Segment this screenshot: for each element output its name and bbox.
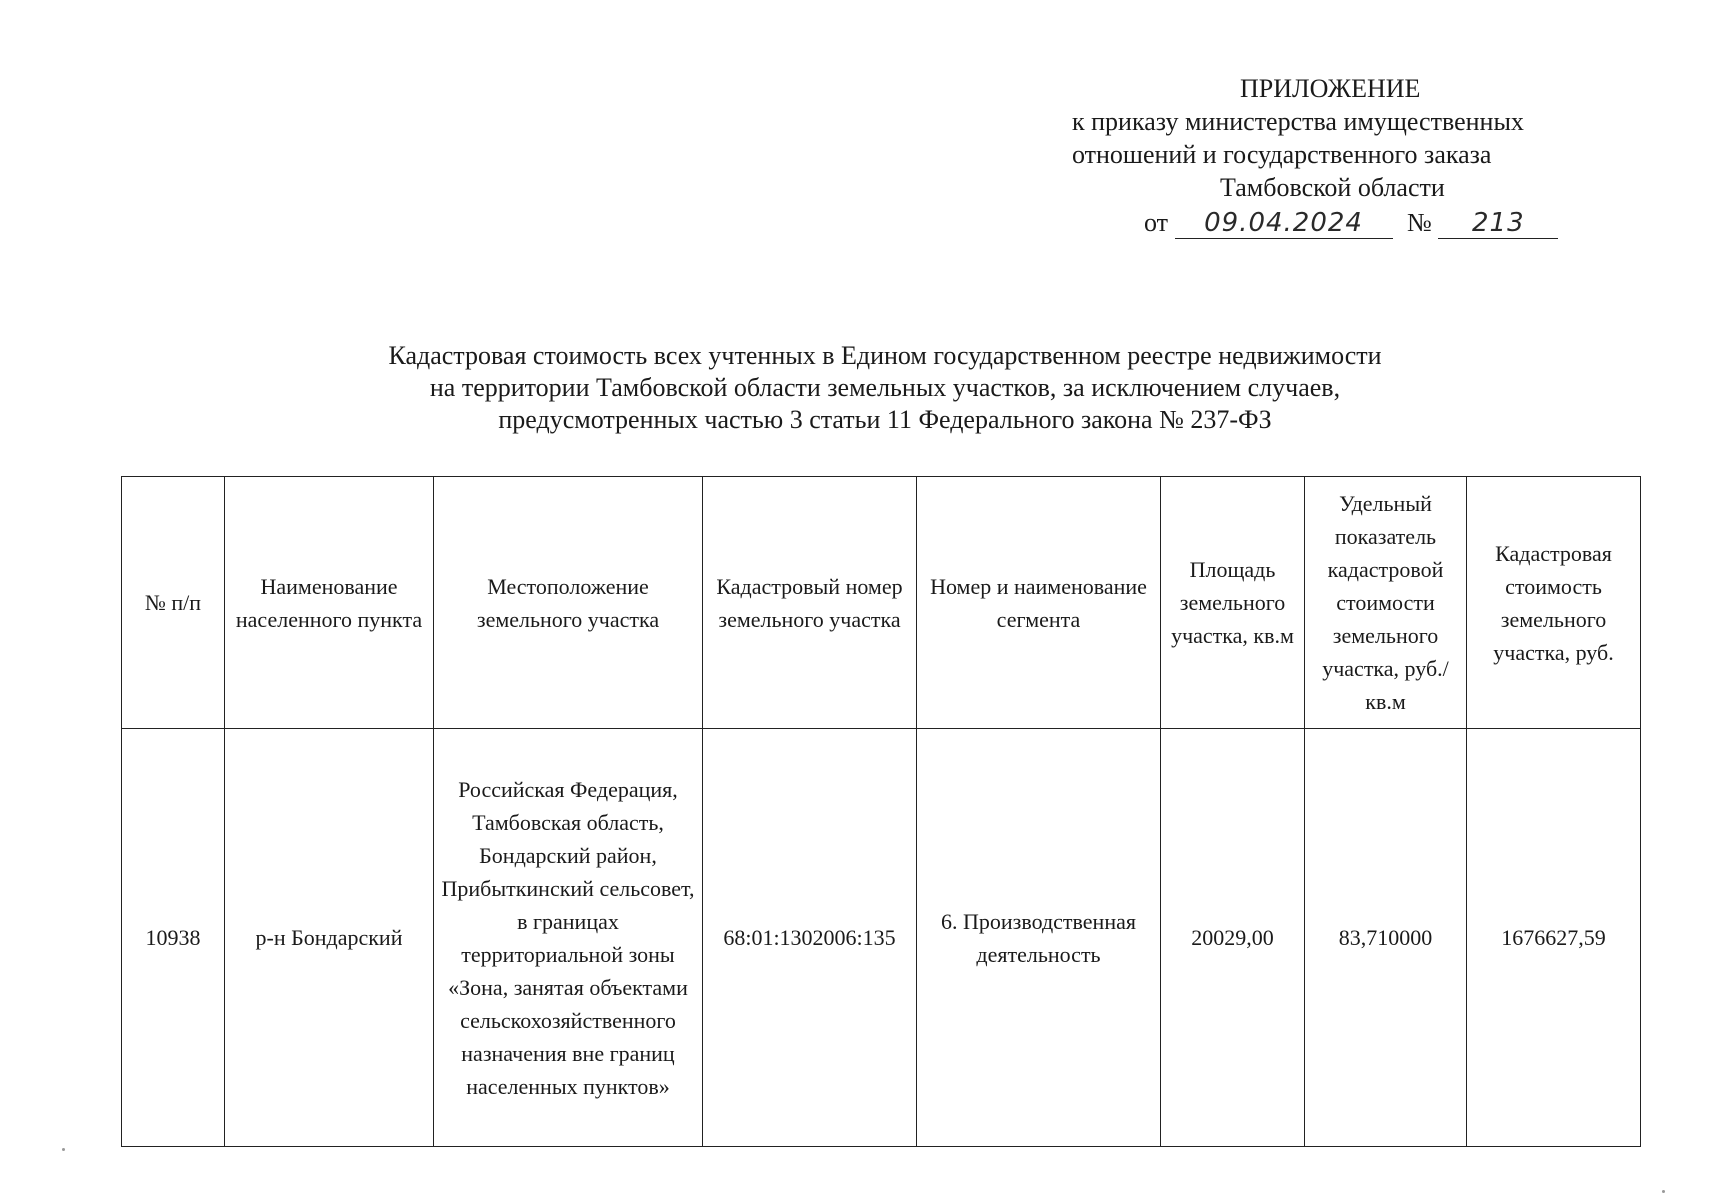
date-prefix: от bbox=[1144, 208, 1169, 237]
title-line: на территории Тамбовской области земельных участков, за исключением случаев, bbox=[429, 373, 1341, 402]
cell-area: 20029,00 bbox=[1161, 729, 1305, 1147]
header-cell-specific-value: Удельный показатель кадастровой стоимости земельного участка, руб./кв.м bbox=[1305, 477, 1467, 729]
table-header-row bbox=[122, 477, 1641, 729]
order-date-line bbox=[1144, 206, 1558, 239]
header-cell-locality: Наименование населенного пункта bbox=[225, 477, 434, 729]
cell-number: 10938 bbox=[122, 729, 225, 1147]
cell-segment: 6. Производственная деятельность bbox=[917, 729, 1161, 1147]
cell-location: Российская Федерация, Тамбовская область, Бондарский район, Прибыткинский сельсовет, в границах территориальной зоны «Зона, занятая объектами сельскохозяйственного назначения вне границ населенных пунктов» bbox=[434, 729, 703, 1147]
appendix-region-line: Тамбовской области bbox=[1220, 173, 1445, 202]
cadastral-table bbox=[121, 476, 1641, 1147]
header-cell-cadastral-number: Кадастровый номер земельного участка bbox=[703, 477, 917, 729]
header-cell-location: Местоположение земельного участка bbox=[434, 477, 703, 729]
table-row bbox=[122, 729, 1641, 1147]
header-cell-number: № п/п bbox=[122, 477, 225, 729]
scan-speck bbox=[62, 1148, 65, 1151]
cell-cadastral-value: 1676627,59 bbox=[1467, 729, 1641, 1147]
title-line: Кадастровая стоимость всех учтенных в Едином государственном реестре недвижимости bbox=[388, 341, 1382, 370]
order-date: 09.04.2024 bbox=[1175, 208, 1393, 239]
title-line: предусмотренных частью 3 статьи 11 Федерального закона № 237-ФЗ bbox=[498, 405, 1272, 434]
appendix-ministry-line: отношений и государственного заказа bbox=[1072, 140, 1492, 169]
header-cell-segment: Номер и наименование сегмента bbox=[917, 477, 1161, 729]
header-cell-area: Площадь земельного участка, кв.м bbox=[1161, 477, 1305, 729]
appendix-order-line: к приказу министерства имущественных bbox=[1072, 107, 1524, 136]
appendix-heading: ПРИЛОЖЕНИЕ bbox=[1240, 74, 1421, 103]
cell-cadastral-number: 68:01:1302006:135 bbox=[703, 729, 917, 1147]
order-number: 213 bbox=[1438, 208, 1558, 239]
cell-specific-value: 83,710000 bbox=[1305, 729, 1467, 1147]
number-prefix: № bbox=[1407, 208, 1432, 237]
header-cell-cadastral-value: Кадастровая стоимость земельного участка, руб. bbox=[1467, 477, 1641, 729]
document-title bbox=[0, 340, 1712, 436]
cell-locality: р-н Бондарский bbox=[225, 729, 434, 1147]
scan-speck bbox=[1662, 1190, 1665, 1193]
